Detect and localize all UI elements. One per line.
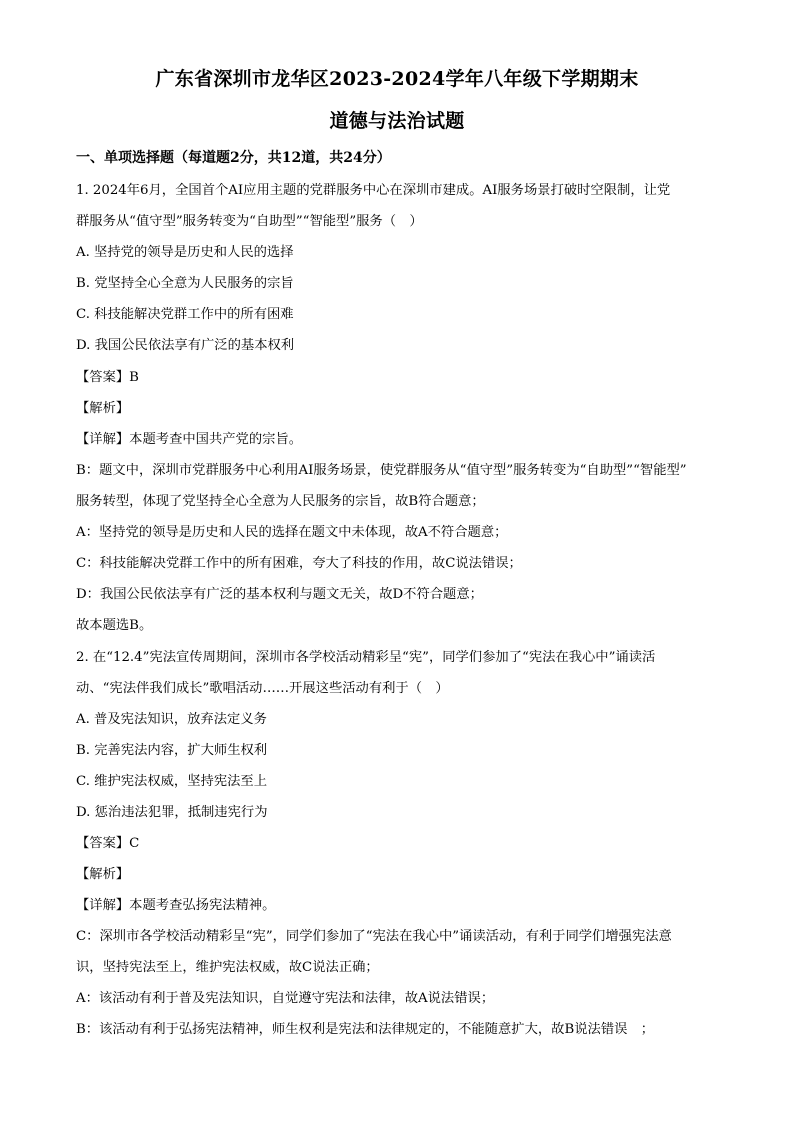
q2-explanation-line: C：深圳市各学校活动精彩呈“宪”，同学们参加了“宪法在我心中”诵读活动，有利于同学们增强宪法意	[76, 929, 672, 944]
q1-option-a: A. 坚持党的领导是历史和人民的选择	[76, 245, 294, 260]
q2-answer: 【答案】C	[76, 836, 140, 851]
q1-analysis-label: 【解析】	[76, 401, 130, 416]
q2-stem-line2: 动、“宪法伴我们成长”歌唱活动……开展这些活动有利于（ ）	[76, 681, 449, 696]
q2-option-a: A. 普及宪法知识，放弃法定义务	[76, 712, 267, 727]
q1-explanation-line: A：坚持党的领导是历史和人民的选择在题文中未体现，故A不符合题意；	[76, 525, 508, 540]
q2-explanation-line: 识，坚持宪法至上，维护宪法权威，故C说法正确；	[76, 960, 379, 975]
q2-option-d: D. 惩治违法犯罪，抵制违宪行为	[76, 805, 268, 820]
q1-conclusion: 故本题选B。	[76, 618, 153, 633]
doc-title-line1: 广东省深圳市龙华区2023-2024学年八年级下学期期末	[155, 68, 639, 90]
q2-option-c: C. 维护宪法权威，坚持宪法至上	[76, 774, 268, 789]
q1-option-c: C. 科技能解决党群工作中的所有困难	[76, 307, 294, 322]
q2-stem-line1: 2. 在“12.4”宪法宣传周期间，深圳市各学校活动精彩呈“宪”，同学们参加了“宪法在我心中”诵读活	[76, 650, 656, 665]
q1-explanation-line: B：题文中，深圳市党群服务中心利用AI服务场景，使党群服务从“值守型”服务转变为“自助型”“智能型”	[76, 463, 687, 478]
q1-stem-line2: 群服务从“值守型”服务转变为“自助型”“智能型”服务（ ）	[76, 214, 423, 229]
q2-explanation-line: B：该活动有利于弘扬宪法精神，师生权利是宪法和法律规定的，不能随意扩大，故B说法错误 ；	[76, 1022, 655, 1037]
q1-option-d: D. 我国公民依法享有广泛的基本权利	[76, 338, 295, 353]
q1-stem-line1: 1. 2024年6月，全国首个AI应用主题的党群服务中心在深圳市建成。AI服务场景打破时空限制，让党	[76, 183, 671, 198]
q2-option-b: B. 完善宪法内容，扩大师生权利	[76, 743, 268, 758]
q1-option-b: B. 党坚持全心全意为人民服务的宗旨	[76, 276, 294, 291]
q1-answer: 【答案】B	[76, 370, 139, 385]
doc-title-line2: 道德与法治试题	[329, 110, 465, 132]
q1-explanation-line: 服务转型，体现了党坚持全心全意为人民服务的宗旨，故B符合题意；	[76, 494, 485, 509]
q2-analysis-label: 【解析】	[76, 867, 130, 882]
q2-detail: 【详解】本题考查弘扬宪法精神。	[76, 898, 276, 913]
q1-explanation-line: D：我国公民依法享有广泛的基本权利与题文无关，故D不符合题意；	[76, 587, 483, 602]
q1-detail: 【详解】本题考查中国共产党的宗旨。	[76, 432, 303, 447]
section-heading: 一、单项选择题（每道题2分，共12道，共24分）	[76, 150, 391, 166]
q1-explanation-line: C：科技能解决党群工作中的所有困难，夸大了科技的作用，故C说法错误；	[76, 556, 522, 571]
q2-explanation-line: A：该活动有利于普及宪法知识，自觉遵守宪法和法律，故A说法错误；	[76, 991, 495, 1006]
